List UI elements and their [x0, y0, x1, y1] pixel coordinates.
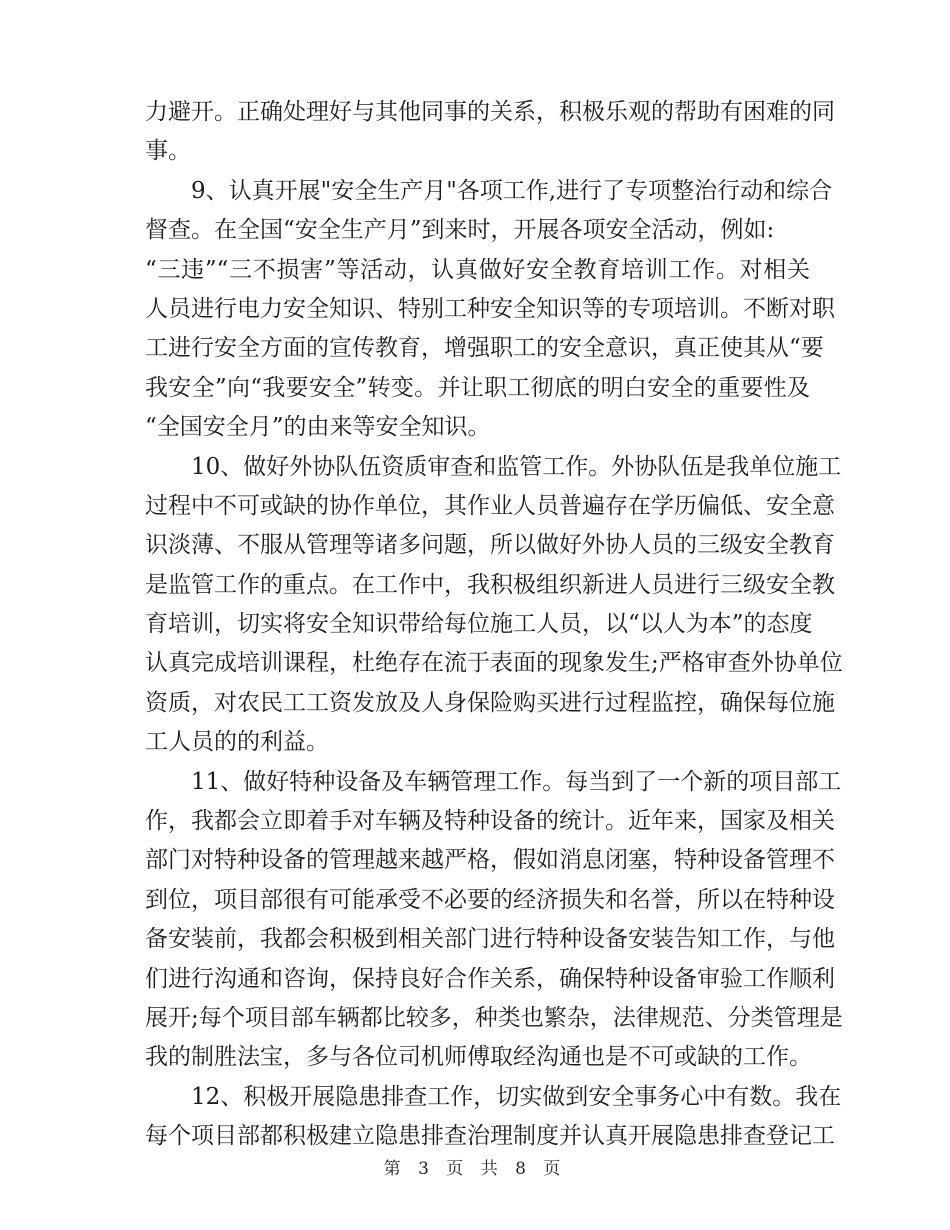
text-line: 认真完成培训课程，杜绝存在流于表面的现象发生;严格审查外协单位	[145, 650, 843, 677]
text-line: 备安装前，我都会积极到相关部门进行特种设备安装告知工作，与他	[145, 926, 835, 953]
text-line: 部门对特种设备的管理越来越严格，假如消息闭塞，特种设备管理不	[145, 847, 835, 874]
text-line: 10、做好外协队伍资质审查和监管工作。外协队伍是我单位施工	[145, 453, 842, 480]
text-line: 事。	[145, 138, 191, 165]
text-line: 12、积极开展隐患排查工作，切实做到安全事务心中有数。我在	[145, 1083, 842, 1110]
text-line: 展开;每个项目部车辆都比较多，种类也繁杂，法律规范、分类管理是	[145, 1004, 843, 1031]
text-line: 们进行沟通和咨询，保持良好合作关系，确保特种设备审验工作顺利	[145, 965, 835, 992]
text-line: 过程中不可或缺的协作单位，其作业人员普遍存在学历偏低、安全意	[145, 492, 835, 519]
body-text	[145, 93, 843, 1157]
text-line: 人员进行电力安全知识、特别工种安全知识等的专项培训。不断对职	[145, 295, 835, 322]
text-line: 资质，对农民工工资发放及人身保险购买进行过程监控，确保每位施	[145, 689, 835, 716]
text-line: 工人员的的利益。	[145, 729, 329, 756]
text-line: 作，我都会立即着手对车辆及特种设备的统计。近年来，国家及相关	[145, 808, 835, 835]
text-line: 到位，项目部很有可能承受不必要的经济损失和名誉，所以在特种设	[145, 886, 835, 913]
text-line: 工进行安全方面的宣传教育，增强职工的安全意识，真正使其从“要	[145, 335, 824, 362]
page-footer: 第 3 页 共 8 页	[383, 1159, 567, 1179]
text-line: 11、做好特种设备及车辆管理工作。每当到了一个新的项目部工	[145, 768, 842, 795]
text-line: 每个项目部都积极建立隐患排查治理制度并认真开展隐患排查登记工	[145, 1123, 835, 1150]
text-line: 督查。在全国“安全生产月”到来时，开展各项安全活动，例如:	[145, 217, 775, 244]
text-line: 9、认真开展"安全生产月"各项工作,进行了专项整治行动和综合	[145, 177, 833, 204]
text-line: 识淡薄、不服从管理等诸多问题，所以做好外协人员的三级安全教育	[145, 532, 835, 559]
text-line: 我安全”向“我要安全”转变。并让职工彻底的明白安全的重要性及	[145, 374, 810, 401]
text-line: “全国安全月”的由来等安全知识。	[145, 414, 491, 441]
text-line: 育培训，切实将安全知识带给每位施工人员，以“以人为本”的态度	[145, 611, 813, 638]
text-line: 我的制胜法宝，多与各位司机师傅取经沟通也是不可或缺的工作。	[145, 1044, 812, 1071]
text-line: 是监管工作的重点。在工作中，我积极组织新进人员进行三级安全教	[145, 571, 835, 598]
text-line: “三违”“三不损害”等活动，认真做好安全教育培训工作。对相关	[145, 256, 810, 283]
text-line: 力避开。正确处理好与其他同事的关系，积极乐观的帮助有困难的同	[145, 99, 835, 125]
